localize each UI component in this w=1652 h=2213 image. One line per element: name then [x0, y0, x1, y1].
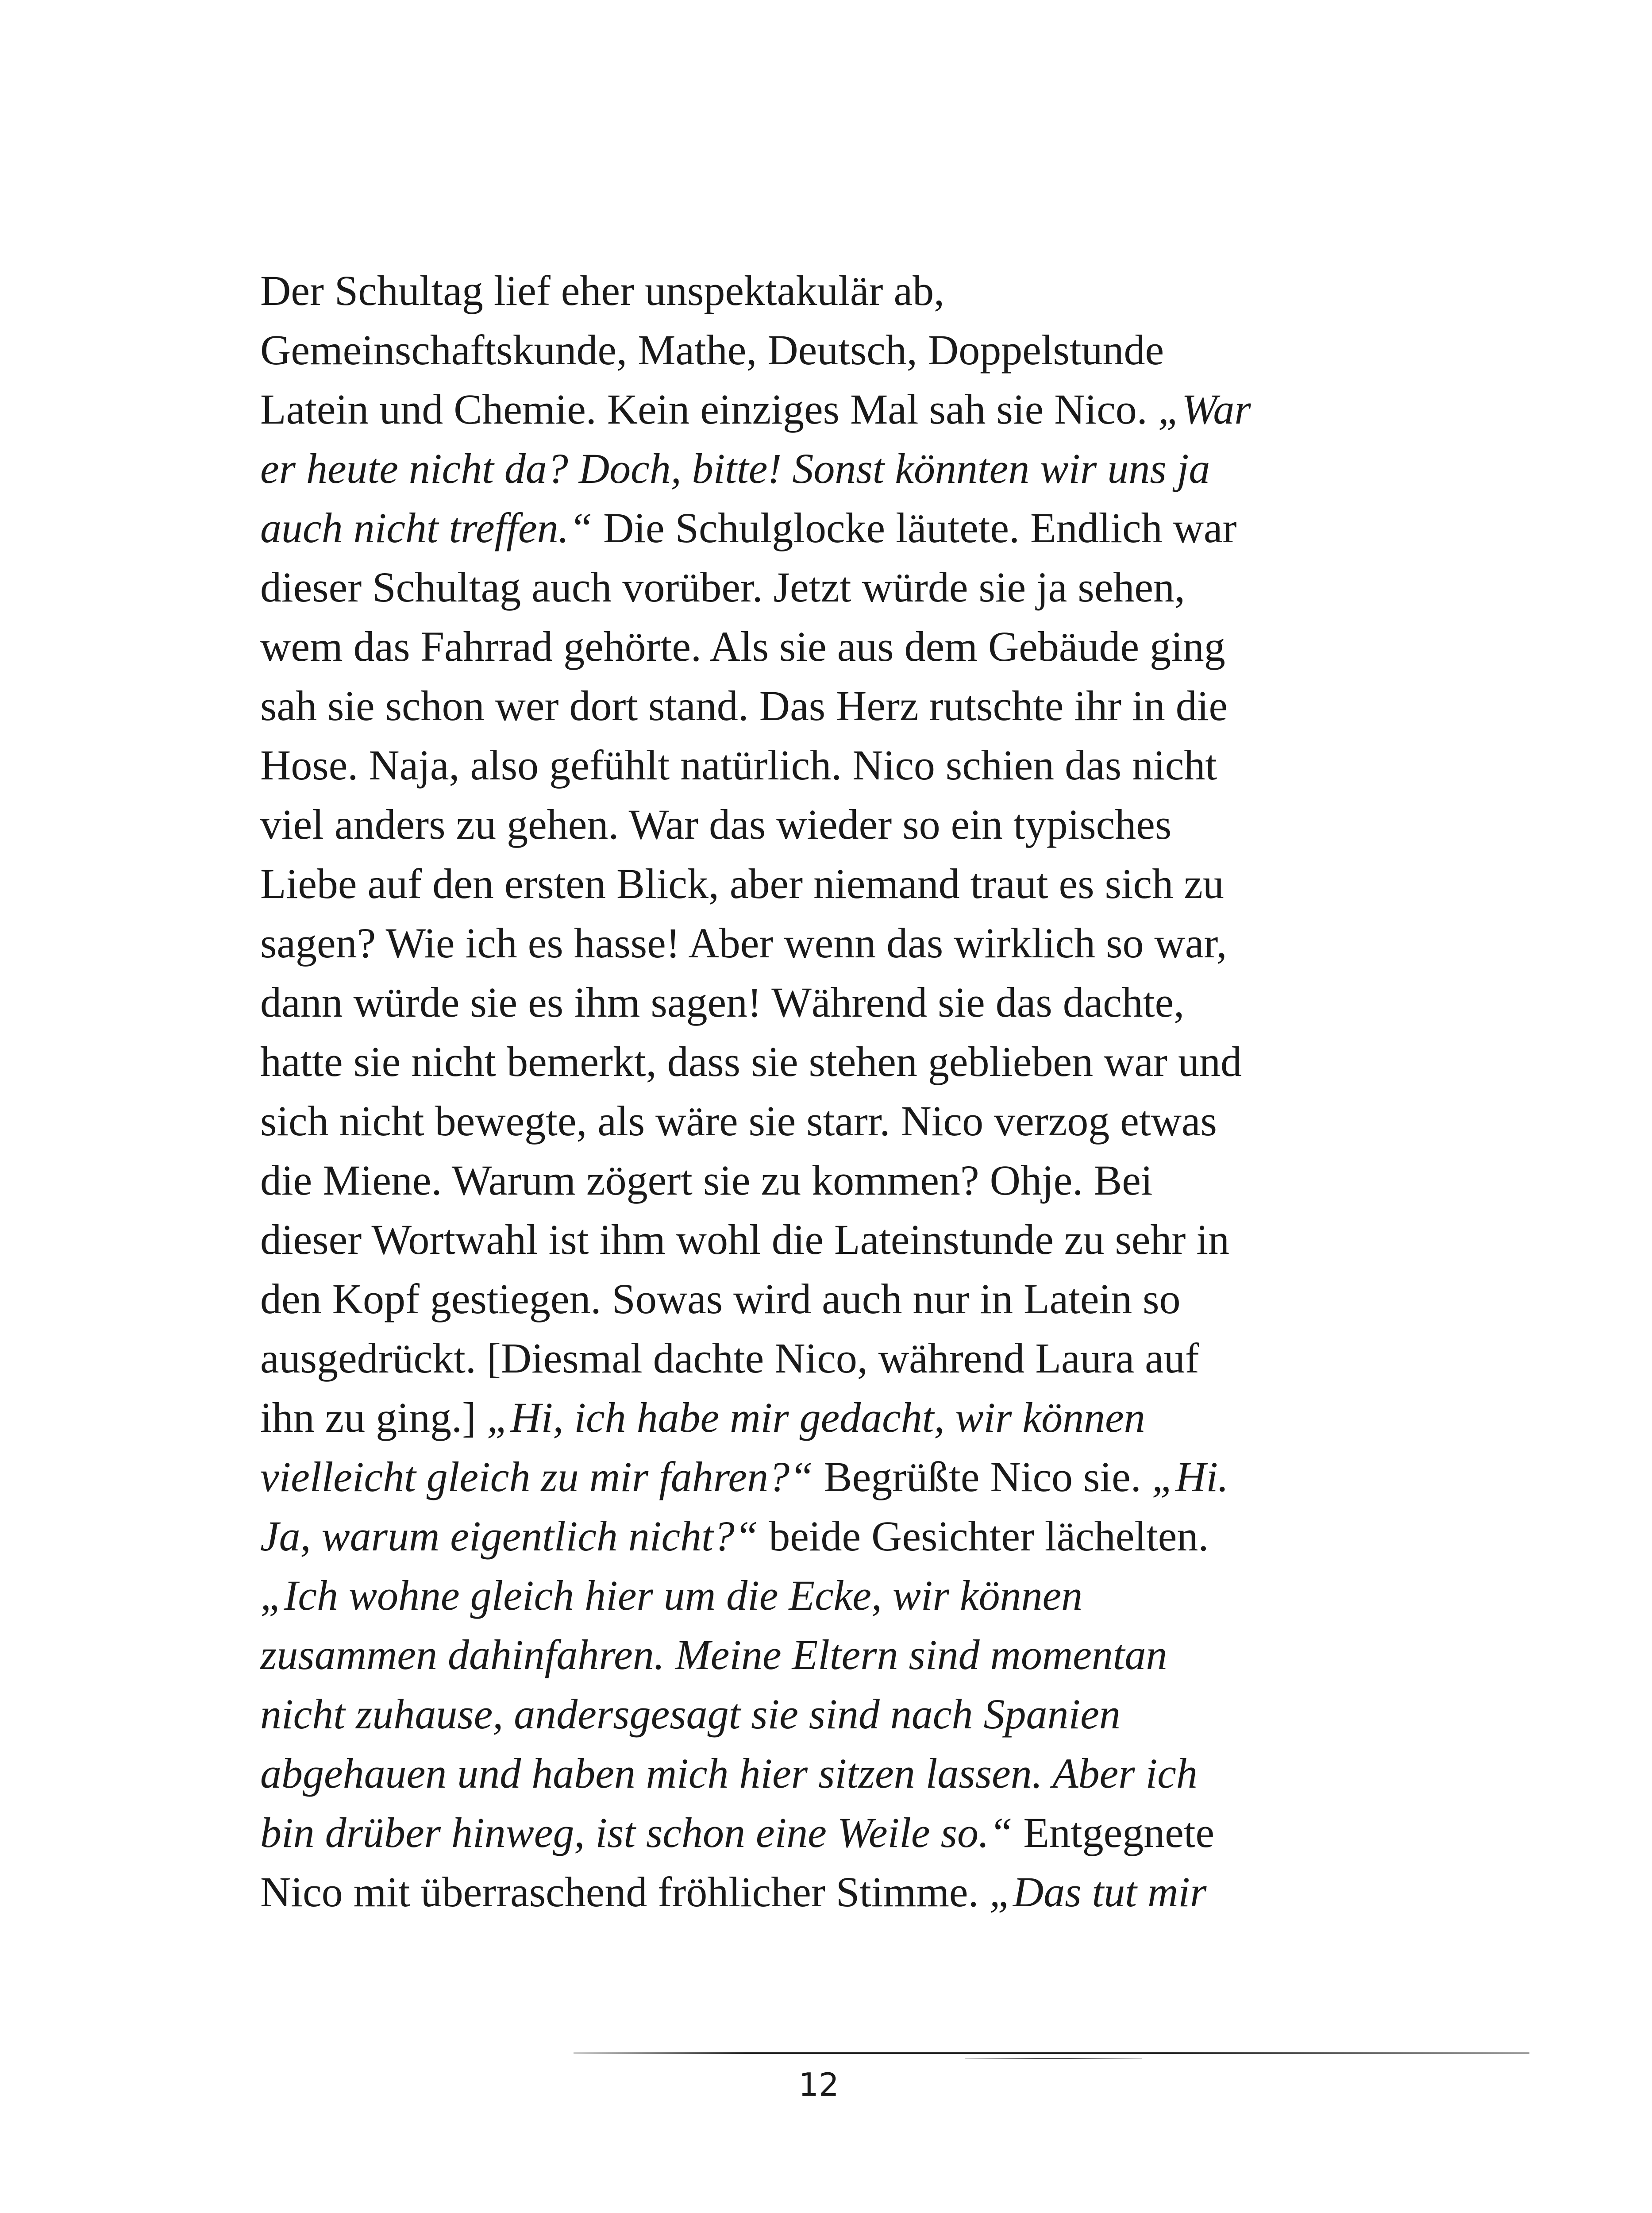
italic-text-segment: auch nicht treffen.“ — [260, 504, 593, 551]
text-segment: sagen? Wie ich es hasse! Aber wenn das wirklich so war, — [260, 919, 1227, 967]
italic-text-segment: Ja, warum eigentlich nicht?“ — [260, 1512, 759, 1560]
italic-text-segment: bin drüber hinweg, ist schon eine Weile so.“ — [260, 1809, 1013, 1856]
text-segment: Hose. Naja, also gefühlt natürlich. Nico schien das nicht — [260, 741, 1217, 789]
text-segment: sich nicht bewegte, als wäre sie starr. Nico verzog etwas — [260, 1097, 1217, 1145]
text-line — [260, 1032, 1429, 1091]
text-line — [260, 854, 1429, 914]
italic-text-segment: „Ich wohne gleich hier um die Ecke, wir können — [260, 1572, 1083, 1619]
text-line — [260, 380, 1429, 439]
text-segment: beide Gesichter lächelten. — [758, 1512, 1209, 1560]
text-segment: Die Schulglocke läutete. Endlich war — [592, 504, 1237, 551]
italic-text-segment: vielleicht gleich zu mir fahren?“ — [260, 1453, 813, 1500]
text-segment: Gemeinschaftskunde, Mathe, Deutsch, Doppelstunde — [260, 326, 1164, 374]
text-line — [260, 914, 1429, 973]
text-segment: hatte sie nicht bemerkt, dass sie stehen geblieben war und — [260, 1038, 1242, 1085]
text-segment: den Kopf gestiegen. Sowas wird auch nur in Latein so — [260, 1275, 1181, 1322]
text-line — [260, 1744, 1429, 1803]
text-segment: die Miene. Warum zögert sie zu kommen? Ohje. Bei — [260, 1157, 1153, 1204]
text-line — [260, 676, 1429, 736]
text-segment: Begrüßte Nico sie. — [813, 1453, 1152, 1500]
text-line — [260, 1566, 1429, 1625]
text-line — [260, 795, 1429, 854]
italic-text-segment: abgehauen und haben mich hier sitzen lassen. Aber ich — [260, 1750, 1198, 1797]
text-line — [260, 1447, 1429, 1507]
text-line — [260, 439, 1429, 498]
text-line — [260, 1507, 1429, 1566]
body-text — [260, 261, 1429, 1922]
text-line — [260, 1210, 1429, 1269]
text-line — [260, 261, 1429, 320]
text-line — [260, 498, 1429, 558]
text-segment: Der Schultag lief eher unspektakulär ab, — [260, 267, 945, 314]
italic-text-segment: „Hi. — [1151, 1453, 1229, 1500]
text-segment: dieser Schultag auch vorüber. Jetzt würde sie ja sehen, — [260, 563, 1185, 611]
page-number: 12 — [798, 2066, 839, 2103]
italic-text-segment: er heute nicht da? Doch, bitte! Sonst könnten wir uns ja — [260, 445, 1210, 492]
italic-text-segment: zusammen dahinfahren. Meine Eltern sind momentan — [260, 1631, 1167, 1678]
text-segment: wem das Fahrrad gehörte. Als sie aus dem Gebäude ging — [260, 623, 1225, 670]
text-line — [260, 1803, 1429, 1862]
text-segment: dann würde sie es ihm sagen! Während sie das dachte, — [260, 979, 1185, 1026]
text-segment: Latein und Chemie. Kein einziges Mal sah sie Nico. — [260, 386, 1158, 433]
text-line — [260, 617, 1429, 676]
italic-text-segment: „Hi, ich habe mir gedacht, wir können — [486, 1394, 1145, 1441]
text-line — [260, 320, 1429, 380]
text-line — [260, 1388, 1429, 1447]
text-line — [260, 1685, 1429, 1744]
italic-text-segment: „War — [1158, 386, 1251, 433]
text-segment: sah sie schon wer dort stand. Das Herz rutschte ihr in die — [260, 682, 1228, 729]
text-segment: viel anders zu gehen. War das wieder so ein typisches — [260, 801, 1172, 848]
footer-rule — [574, 2052, 1529, 2054]
text-line — [260, 1329, 1429, 1388]
text-line — [260, 558, 1429, 617]
text-line — [260, 736, 1429, 795]
text-segment: ihn zu ging.] — [260, 1394, 487, 1441]
text-segment: Nico mit überraschend fröhlicher Stimme. — [260, 1868, 990, 1916]
text-line — [260, 973, 1429, 1032]
text-segment: Entgegnete — [1013, 1809, 1215, 1856]
text-segment: ausgedrückt. [Diesmal dachte Nico, während Laura auf — [260, 1334, 1199, 1382]
text-line — [260, 1862, 1429, 1922]
text-segment: Liebe auf den ersten Blick, aber niemand traut es sich zu — [260, 860, 1224, 907]
italic-text-segment: „Das tut mir — [989, 1868, 1207, 1916]
text-line — [260, 1269, 1429, 1329]
italic-text-segment: nicht zuhause, andersgesagt sie sind nach Spanien — [260, 1690, 1121, 1738]
text-line — [260, 1091, 1429, 1151]
text-segment: dieser Wortwahl ist ihm wohl die Lateinstunde zu sehr in — [260, 1216, 1230, 1263]
footer-rule-accent — [965, 2058, 1142, 2059]
text-line — [260, 1151, 1429, 1210]
text-line — [260, 1625, 1429, 1685]
